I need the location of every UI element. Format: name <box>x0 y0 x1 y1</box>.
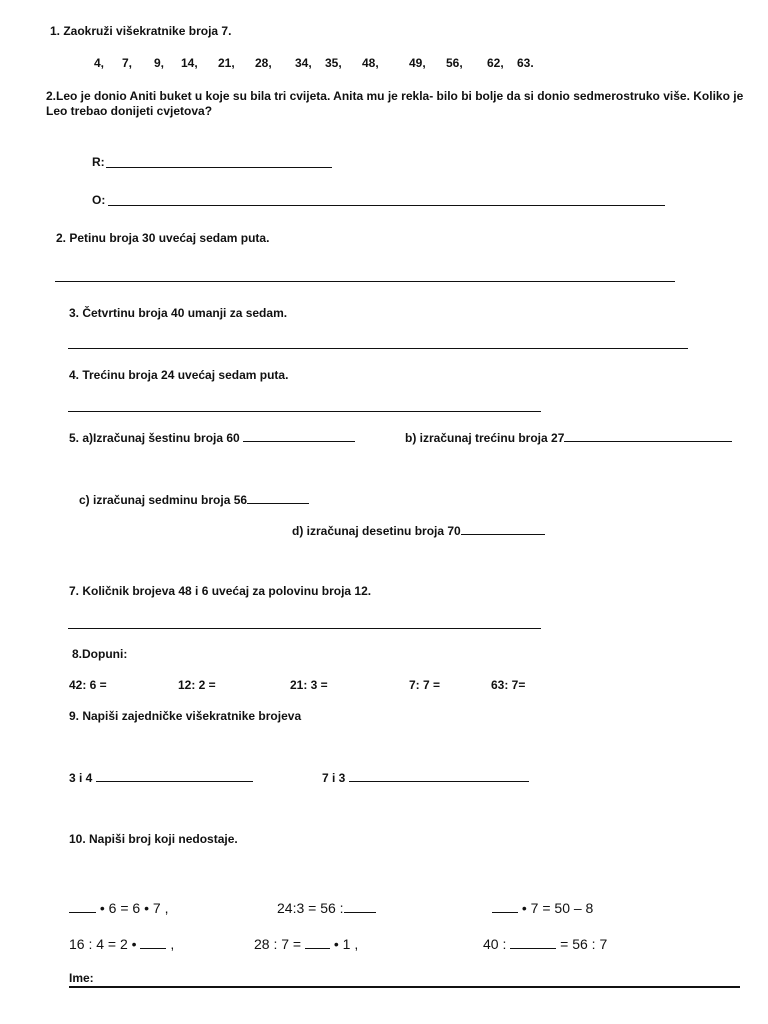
q10-eq-5 <box>254 936 358 953</box>
q1-number[interactable]: 4, <box>94 56 105 70</box>
q9-pair2-label: 7 i 3 <box>322 771 346 785</box>
q1-number[interactable]: 21, <box>218 56 235 70</box>
q10-eq-5-text: 28 : 7 = <box>254 936 302 952</box>
q9-pair2 <box>322 770 529 786</box>
q2-r-answer-line[interactable] <box>106 167 332 168</box>
q10-eq-4-comma: , <box>170 936 175 952</box>
q3-text: 3. Četvrtinu broja 40 umanji za sedam. <box>69 306 288 320</box>
q2b-answer-line[interactable] <box>55 281 675 282</box>
q2-r-label: R: <box>92 155 105 169</box>
q9-label: 9. Napiši zajedničke višekratnike brojeva <box>69 709 302 723</box>
q9-pair1 <box>69 770 253 786</box>
q2-o-answer-line[interactable] <box>108 205 665 206</box>
q1-number[interactable]: 7, <box>122 56 133 70</box>
q2b-text: 2. Petinu broja 30 uvećaj sedam puta. <box>56 231 270 245</box>
q7-answer-line[interactable] <box>68 628 541 629</box>
q10-eq-1-blank[interactable] <box>69 901 96 913</box>
q8-item[interactable]: 12: 2 = <box>178 678 216 692</box>
q5b-answer-line[interactable] <box>564 430 732 442</box>
q9-pair1-label: 3 i 4 <box>69 771 93 785</box>
name-label: Ime: <box>69 971 94 985</box>
q5a-answer-line[interactable] <box>243 430 355 442</box>
q5c-text <box>79 492 309 508</box>
q10-eq-2 <box>277 900 376 917</box>
q3-answer-line[interactable] <box>68 348 688 349</box>
q1-number[interactable]: 34, <box>295 56 312 70</box>
q8-item[interactable]: 42: 6 = <box>69 678 107 692</box>
q10-eq-4-blank[interactable] <box>140 937 166 949</box>
q8-item[interactable]: 21: 3 = <box>290 678 328 692</box>
q10-eq-6-blank[interactable] <box>510 937 556 949</box>
q10-eq-4-text: 16 : 4 = 2 • <box>69 936 137 952</box>
q1-number[interactable]: 49, <box>409 56 426 70</box>
q10-eq-6-tail: = 56 : 7 <box>560 936 608 952</box>
q5d-text <box>292 523 545 539</box>
q2-text: 2.Leo je donio Aniti buket u koje su bila tri cvijeta. Anita mu je rekla- bilo bi bolje da si donio sedmerostruko više. Koliko je Leo trebao donijeti cvjetova? <box>46 89 744 118</box>
q5b-label: b) izračunaj trećinu broja 27 <box>405 431 565 445</box>
q10-eq-6-text: 40 : <box>483 936 507 952</box>
q10-eq-2-blank[interactable] <box>344 901 376 913</box>
q10-eq-6 <box>483 936 607 953</box>
q1-number[interactable]: 35, <box>325 56 342 70</box>
q1-number[interactable]: 28, <box>255 56 272 70</box>
q1-number[interactable]: 9, <box>154 56 165 70</box>
name-answer-line[interactable] <box>69 986 740 988</box>
q10-eq-1 <box>69 900 168 917</box>
q5d-label: d) izračunaj desetinu broja 70 <box>292 524 461 538</box>
q1-number[interactable]: 63. <box>517 56 534 70</box>
q9-pair1-answer-line[interactable] <box>96 770 253 782</box>
q1-number[interactable]: 14, <box>181 56 198 70</box>
q10-eq-3 <box>492 900 593 917</box>
q10-eq-2-text: 24:3 = 56 : <box>277 900 344 916</box>
q1-number[interactable]: 56, <box>446 56 463 70</box>
q8-item[interactable]: 7: 7 = <box>409 678 441 692</box>
q4-answer-line[interactable] <box>68 411 541 412</box>
q10-eq-3-blank[interactable] <box>492 901 518 913</box>
q8-item[interactable]: 63: 7= <box>491 678 526 692</box>
q8-label: 8.Dopuni: <box>72 647 128 661</box>
q1-label: 1. Zaokruži višekratnike broja 7. <box>50 24 232 38</box>
q10-eq-1-text: • 6 = 6 • 7 , <box>99 900 169 916</box>
q10-eq-3-text: • 7 = 50 – 8 <box>521 900 594 916</box>
q1-number[interactable]: 62, <box>487 56 504 70</box>
q2-o-label: O: <box>92 193 106 207</box>
q9-pair2-answer-line[interactable] <box>349 770 529 782</box>
q5d-answer-line[interactable] <box>461 523 545 535</box>
q7-text: 7. Količnik brojeva 48 i 6 uvećaj za polovinu broja 12. <box>69 584 372 598</box>
q4-text: 4. Trećinu broja 24 uvećaj sedam puta. <box>69 368 289 382</box>
q10-eq-4 <box>69 936 174 953</box>
q5c-label: c) izračunaj sedminu broja 56 <box>79 493 248 507</box>
q1-number[interactable]: 48, <box>362 56 379 70</box>
q10-label: 10. Napiši broj koji nedostaje. <box>69 832 238 846</box>
q5c-answer-line[interactable] <box>247 492 309 504</box>
q10-eq-5-tail: • 1 , <box>333 936 359 952</box>
q10-eq-5-blank[interactable] <box>305 937 330 949</box>
q5a-text <box>69 430 355 446</box>
q5a-label: 5. a)Izračunaj šestinu broja 60 <box>69 431 240 445</box>
q5b-text <box>405 430 732 446</box>
